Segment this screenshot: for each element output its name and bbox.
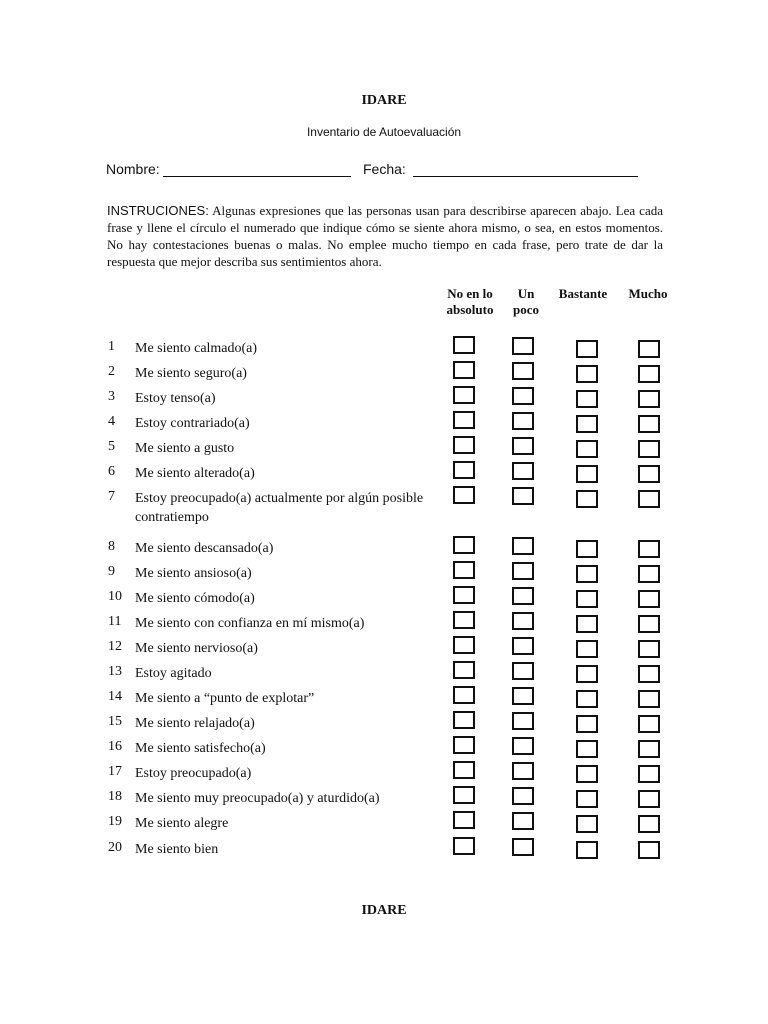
answer-checkbox[interactable] bbox=[453, 686, 475, 704]
instructions-body: Algunas expresiones que las personas usan para describirse aparecen abajo. Lea cada frase y llene el círculo el numerado que indique cómo se siente ahora mismo, o sea, en estos momentos. No hay contestaciones buenas o malas. No emplee mucho tiempo en cada frase, pero trate de dar la respuesta que mejor describa sus sentimientos ahora. bbox=[107, 203, 663, 269]
answer-checkbox[interactable] bbox=[638, 415, 660, 433]
answer-checkbox[interactable] bbox=[512, 637, 534, 655]
answer-checkbox[interactable] bbox=[576, 465, 598, 483]
answer-checkbox[interactable] bbox=[638, 790, 660, 808]
item-number: 18 bbox=[108, 789, 122, 804]
item-text: Estoy tenso(a) bbox=[135, 391, 216, 406]
answer-checkbox[interactable] bbox=[638, 390, 660, 408]
instructions bbox=[107, 202, 663, 270]
item-text: Estoy agitado bbox=[135, 666, 212, 681]
item-text: Me siento cómodo(a) bbox=[135, 591, 255, 606]
item-number: 7 bbox=[108, 489, 115, 504]
answer-checkbox[interactable] bbox=[512, 537, 534, 555]
answer-checkbox[interactable] bbox=[512, 362, 534, 380]
answer-checkbox[interactable] bbox=[638, 540, 660, 558]
page-title: IDARE bbox=[361, 93, 407, 108]
answer-checkbox[interactable] bbox=[576, 615, 598, 633]
answer-checkbox[interactable] bbox=[576, 440, 598, 458]
answer-checkbox[interactable] bbox=[453, 436, 475, 454]
column-header-bastante: Bastante bbox=[558, 286, 608, 301]
answer-checkbox[interactable] bbox=[453, 361, 475, 379]
answer-checkbox[interactable] bbox=[576, 815, 598, 833]
answer-checkbox[interactable] bbox=[453, 811, 475, 829]
item-number: 14 bbox=[108, 689, 122, 704]
answer-checkbox[interactable] bbox=[638, 765, 660, 783]
item-text: Me siento descansado(a) bbox=[135, 541, 274, 556]
answer-checkbox[interactable] bbox=[512, 562, 534, 580]
nombre-field[interactable] bbox=[163, 176, 351, 177]
item-text: Me siento seguro(a) bbox=[135, 366, 247, 381]
column-header-no-en-lo-absoluto: No en lo absoluto bbox=[446, 286, 494, 317]
answer-checkbox[interactable] bbox=[453, 586, 475, 604]
answer-checkbox[interactable] bbox=[453, 336, 475, 354]
answer-checkbox[interactable] bbox=[638, 340, 660, 358]
answer-checkbox[interactable] bbox=[512, 712, 534, 730]
answer-checkbox[interactable] bbox=[453, 736, 475, 754]
item-text: Estoy preocupado(a) actualmente por algún posible contratiempo bbox=[135, 491, 424, 525]
answer-checkbox[interactable] bbox=[512, 412, 534, 430]
item-text: Me siento relajado(a) bbox=[135, 716, 255, 731]
item-text: Me siento alterado(a) bbox=[135, 466, 255, 481]
answer-checkbox[interactable] bbox=[576, 340, 598, 358]
item-text: Me siento satisfecho(a) bbox=[135, 741, 266, 756]
answer-checkbox[interactable] bbox=[638, 715, 660, 733]
answer-checkbox[interactable] bbox=[453, 786, 475, 804]
item-number: 17 bbox=[108, 764, 122, 779]
item-number: 19 bbox=[108, 814, 122, 829]
answer-checkbox[interactable] bbox=[638, 465, 660, 483]
fecha-label: Fecha: bbox=[363, 161, 406, 177]
answer-checkbox[interactable] bbox=[453, 461, 475, 479]
column-header-mucho: Mucho bbox=[628, 286, 668, 301]
item-text: Me siento muy preocupado(a) y aturdido(a) bbox=[135, 791, 380, 806]
item-text: Me siento bien bbox=[135, 842, 219, 857]
answer-checkbox[interactable] bbox=[638, 640, 660, 658]
answer-checkbox[interactable] bbox=[576, 715, 598, 733]
answer-checkbox[interactable] bbox=[638, 440, 660, 458]
answer-checkbox[interactable] bbox=[512, 487, 534, 505]
answer-checkbox[interactable] bbox=[638, 815, 660, 833]
footer-title: IDARE bbox=[361, 903, 407, 918]
answer-checkbox[interactable] bbox=[453, 411, 475, 429]
answer-checkbox[interactable] bbox=[638, 665, 660, 683]
answer-checkbox[interactable] bbox=[453, 561, 475, 579]
item-text: Me siento a “punto de explotar” bbox=[135, 691, 315, 706]
answer-checkbox[interactable] bbox=[512, 337, 534, 355]
answer-checkbox[interactable] bbox=[576, 841, 598, 859]
item-number: 8 bbox=[108, 539, 115, 554]
answer-checkbox[interactable] bbox=[453, 761, 475, 779]
answer-checkbox[interactable] bbox=[576, 365, 598, 383]
answer-checkbox[interactable] bbox=[453, 486, 475, 504]
answer-checkbox[interactable] bbox=[512, 437, 534, 455]
item-number: 20 bbox=[108, 840, 122, 855]
answer-checkbox[interactable] bbox=[512, 687, 534, 705]
page-subtitle: Inventario de Autoevaluación bbox=[306, 125, 462, 139]
answer-checkbox[interactable] bbox=[453, 636, 475, 654]
answer-checkbox[interactable] bbox=[512, 812, 534, 830]
fecha-field[interactable] bbox=[413, 176, 638, 177]
item-text: Me siento nervioso(a) bbox=[135, 641, 258, 656]
answer-checkbox[interactable] bbox=[576, 740, 598, 758]
item-number: 6 bbox=[108, 464, 115, 479]
answer-checkbox[interactable] bbox=[638, 740, 660, 758]
item-number: 16 bbox=[108, 739, 122, 754]
answer-checkbox[interactable] bbox=[576, 490, 598, 508]
answer-checkbox[interactable] bbox=[453, 711, 475, 729]
item-number: 5 bbox=[108, 439, 115, 454]
answer-checkbox[interactable] bbox=[453, 536, 475, 554]
instructions-lead: INSTRUCIONES: bbox=[107, 203, 209, 218]
answer-checkbox[interactable] bbox=[512, 787, 534, 805]
answer-checkbox[interactable] bbox=[638, 590, 660, 608]
answer-checkbox[interactable] bbox=[512, 662, 534, 680]
answer-checkbox[interactable] bbox=[576, 690, 598, 708]
item-number: 1 bbox=[108, 339, 115, 354]
item-number: 11 bbox=[108, 614, 122, 629]
answer-checkbox[interactable] bbox=[453, 661, 475, 679]
answer-checkbox[interactable] bbox=[453, 837, 475, 855]
nombre-label: Nombre: bbox=[106, 161, 160, 177]
item-number: 2 bbox=[108, 364, 115, 379]
answer-checkbox[interactable] bbox=[576, 765, 598, 783]
item-text: Me siento a gusto bbox=[135, 441, 235, 456]
item-text: Me siento ansioso(a) bbox=[135, 566, 252, 581]
answer-checkbox[interactable] bbox=[512, 737, 534, 755]
answer-checkbox[interactable] bbox=[512, 838, 534, 856]
answer-checkbox[interactable] bbox=[576, 540, 598, 558]
answer-checkbox[interactable] bbox=[512, 612, 534, 630]
answer-checkbox[interactable] bbox=[512, 387, 534, 405]
answer-checkbox[interactable] bbox=[638, 365, 660, 383]
answer-checkbox[interactable] bbox=[576, 415, 598, 433]
item-text: Estoy preocupado(a) bbox=[135, 766, 252, 781]
column-header-un-poco: Un poco bbox=[513, 286, 539, 317]
answer-checkbox[interactable] bbox=[576, 790, 598, 808]
item-number: 3 bbox=[108, 389, 115, 404]
item-number: 9 bbox=[108, 564, 115, 579]
answer-checkbox[interactable] bbox=[512, 587, 534, 605]
answer-checkbox[interactable] bbox=[576, 590, 598, 608]
item-text: Me siento con confianza en mí mismo(a) bbox=[135, 616, 365, 631]
answer-checkbox[interactable] bbox=[576, 390, 598, 408]
item-text: Me siento calmado(a) bbox=[135, 341, 258, 356]
answer-checkbox[interactable] bbox=[576, 665, 598, 683]
answer-checkbox[interactable] bbox=[512, 462, 534, 480]
item-text: Me siento alegre bbox=[135, 816, 229, 831]
answer-checkbox[interactable] bbox=[576, 565, 598, 583]
answer-checkbox[interactable] bbox=[453, 386, 475, 404]
answer-checkbox[interactable] bbox=[576, 640, 598, 658]
answer-checkbox[interactable] bbox=[638, 690, 660, 708]
answer-checkbox[interactable] bbox=[453, 611, 475, 629]
answer-checkbox[interactable] bbox=[512, 762, 534, 780]
answer-checkbox[interactable] bbox=[638, 565, 660, 583]
answer-checkbox[interactable] bbox=[638, 490, 660, 508]
answer-checkbox[interactable] bbox=[638, 841, 660, 859]
item-number: 4 bbox=[108, 414, 115, 429]
item-number: 10 bbox=[108, 589, 122, 604]
item-number: 15 bbox=[108, 714, 122, 729]
item-number: 12 bbox=[108, 639, 122, 654]
item-number: 13 bbox=[108, 664, 122, 679]
answer-checkbox[interactable] bbox=[638, 615, 660, 633]
item-text: Estoy contrariado(a) bbox=[135, 416, 250, 431]
